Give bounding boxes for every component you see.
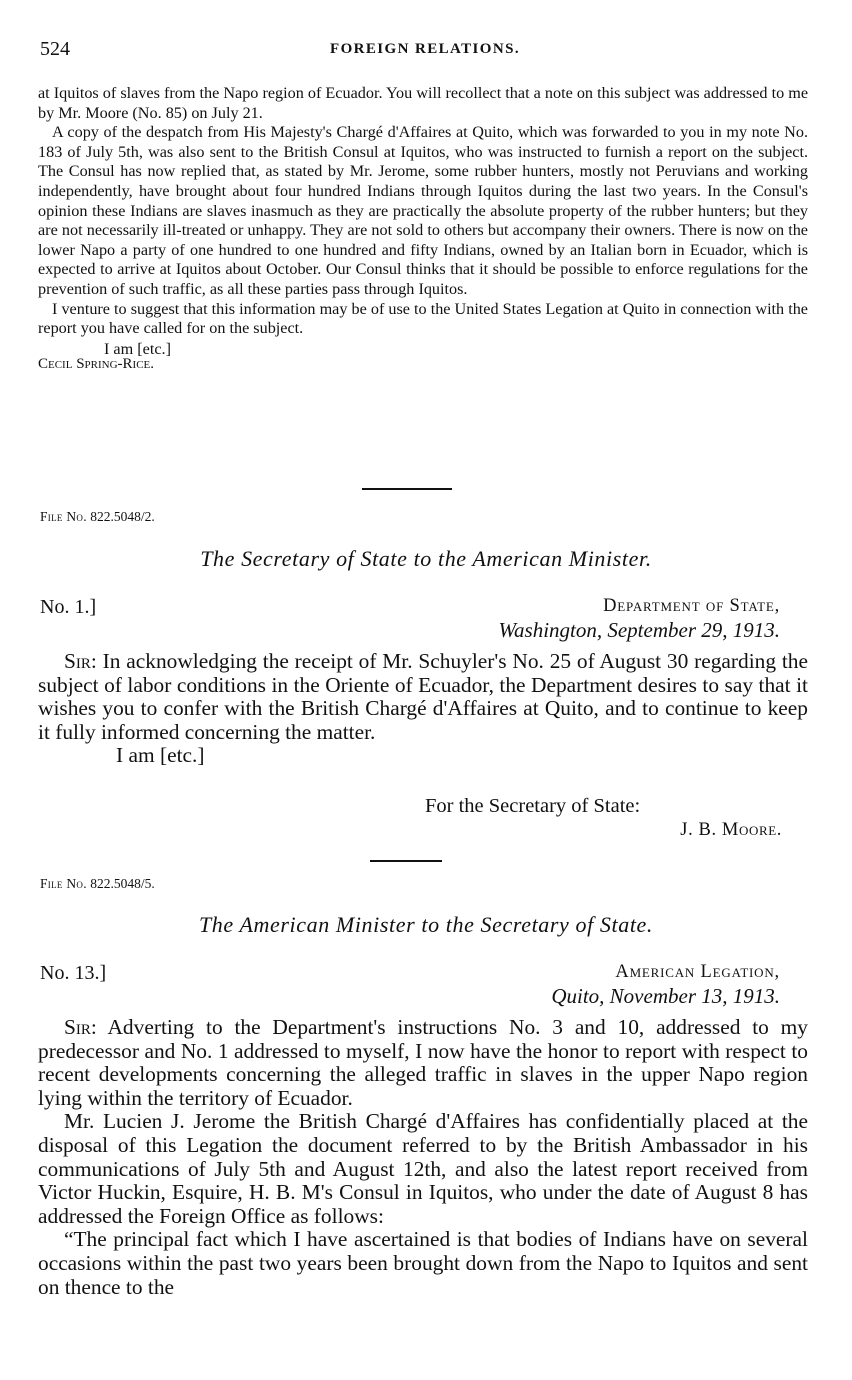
for-line: For the Secretary of State: [425,795,641,817]
place-date: Washington, September 29, 1913. [498,618,780,642]
page-number: 524 [40,38,70,60]
sender-office: American Legation, [615,962,780,982]
letter1-closing: I am [etc.] [104,339,171,358]
letter-continuation [38,84,808,375]
document-title: The American Minister to the Secretary of State. [198,912,654,937]
signature: J. B. Moore. [680,820,782,840]
letter1-signature: Cecil Spring-Rice. [38,356,155,373]
despatch-number: No. 1.] [40,596,97,618]
salutation: Sir: [64,649,97,673]
document-title: The Secretary of State to the American Minister. [200,546,652,571]
closing: I am [etc.] [116,743,205,768]
body-paragraph: Mr. Lucien J. Jerome the British Chargé d'Affaires has confidentially placed at the disposal of this Legation the document referred to by the British Ambassador in his communications of July 5th and August 12th, and also the latest report received from Victor Huckin, Esquire, H. B. M's Consul in Iquitos, who under the date of August 8 has addressed the Foreign Office as follows: [38,1109,808,1228]
letter1-paragraph: I venture to suggest that this information may be of use to the United States Legation at Quito in connection with the report you have called for on the subject. [38,299,808,338]
instruction-body [38,650,808,768]
letter1-paragraph: A copy of the despatch from His Majesty's Chargé d'Affaires at Quito, which was forwarded to you in my note No. 183 of July 5th, was also sent to the British Consul at Iquitos, who was instructed to furnish a report on the subject. The Consul has now replied that, as stated by Mr. Jerome, some rubber hunters, mostly not Peruvians and working independently, have brought about four hundred Indians through Iquitos during the last two years. In the Consul's opinion these Indians are slaves inasmuch as they are practically the absolute property of the rubber hunters; but they are not necessarily ill-treated or unhappy. They are not sold to others but accompany their owners. There is now on the lower Napo a party of one hundred to one hundred and fifty Indians, owned by an Italian born in Ecuador, which is expected to arrive at Iquitos about October. Our Consul thinks that it should be possible to enforce regulations for the prevention of such traffic, as all these parties pass through Iquitos. [38,123,808,298]
sender-office: Department of State, [603,596,780,616]
body-text: Adverting to the Department's instructions No. 3 and 10, addressed to my predecessor and No. 1 addressed to myself, I now have the honor to report with respect to recent developments concerning the alleged traffic in slaves in the upper Napo region lying within the territory of Ecuador. [38,1015,808,1110]
running-title: FOREIGN RELATIONS. [330,41,520,57]
despatch-number: No. 13.] [40,962,107,984]
section-divider [362,488,452,490]
salutation: Sir: [64,1015,97,1039]
quoted-paragraph: “The principal fact which I have ascertained is that bodies of Indians have on several occasions within the past two years been brought down from the Napo to Iquitos and sent on thence to the [38,1227,808,1299]
despatch-body [38,1016,808,1299]
page-header [40,38,810,64]
place-date: Quito, November 13, 1913. [551,984,780,1008]
file-number: File No. 822.5048/5. [40,876,155,891]
letter1-paragraph: at Iquitos of slaves from the Napo region of Ecuador. You will recollect that a note on this subject was addressed to me by Mr. Moore (No. 85) on July 21. [38,84,808,122]
section-divider [370,860,442,862]
body-text: In acknowledging the receipt of Mr. Schuyler's No. 25 of August 30 regarding the subject of labor conditions in the Oriente of Ecuador, the Department desires to say that it wishes you to confer with the British Chargé d'Affaires at Quito, and to continue to keep it fully informed concerning the matter. [38,649,808,744]
file-number: File No. 822.5048/2. [40,509,155,524]
